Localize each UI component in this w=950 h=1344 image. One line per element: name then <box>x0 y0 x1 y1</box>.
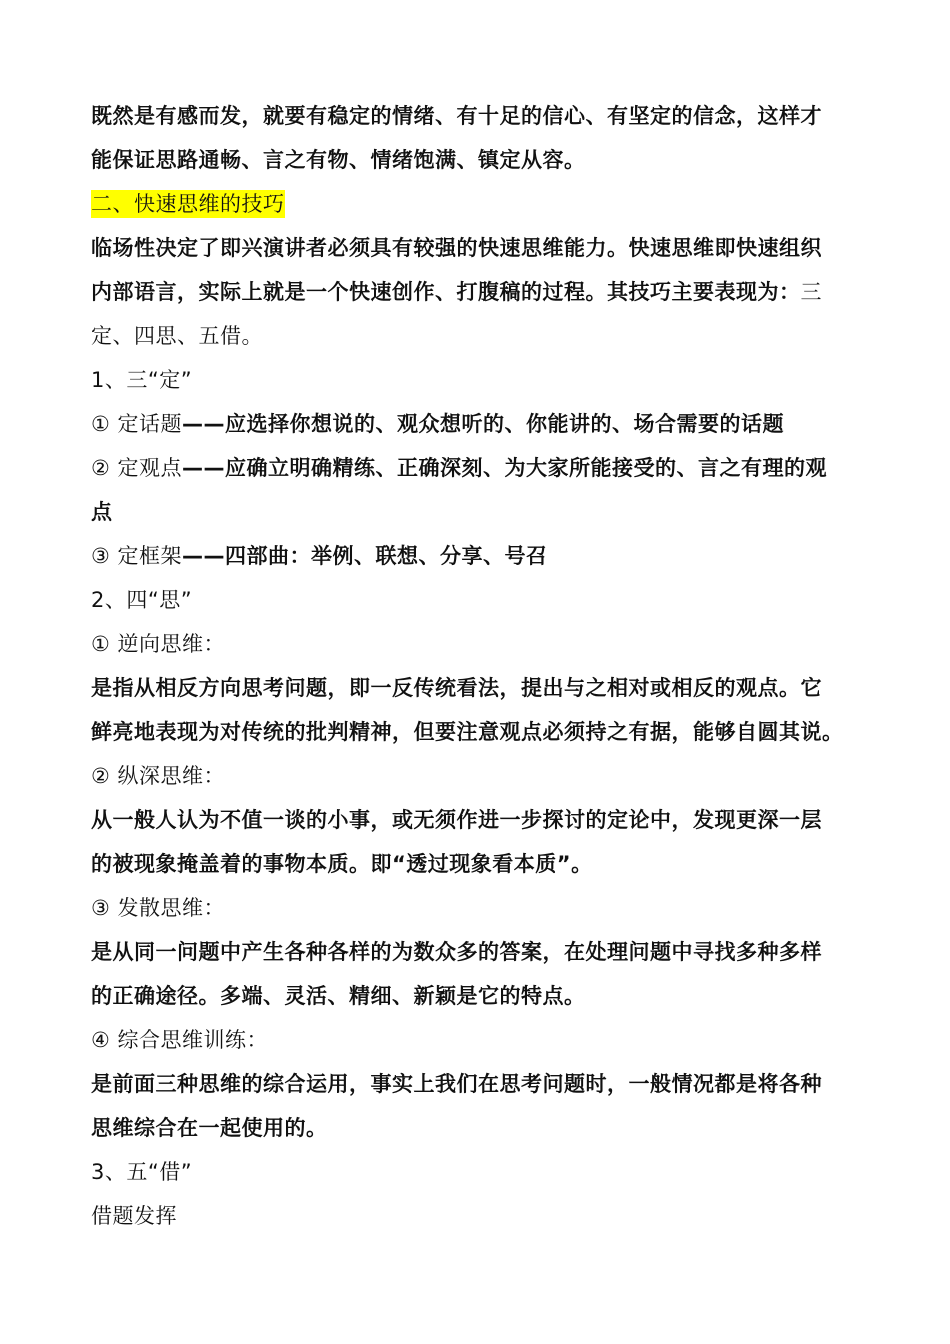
intro-line-1: 既然是有感而发，就要有稳定的情绪、有十足的信心、有坚定的信念，这样才 <box>91 104 822 128</box>
section-heading: 二、快速思维的技巧 <box>91 192 285 216</box>
section-intro-line-2-bold: 内部语言，实际上就是一个快速创作、打腹稿的过程。其技巧主要表现为： <box>91 280 801 304</box>
part2-item-4-line-2: 思维综合在一起使用的。 <box>91 1116 328 1140</box>
section-intro-line-1: 临场性决定了即兴演讲者必须具有较强的快速思维能力。快速思维即快速组织 <box>91 236 822 260</box>
section-intro-line-2 <box>91 270 871 314</box>
part2-item-4-line-1: 是前面三种思维的综合运用，事实上我们在思考问题时，一般情况都是将各种 <box>91 1072 822 1096</box>
part1-item-3 <box>91 534 871 578</box>
part2-item-3-label: ③ 发散思维： <box>91 896 226 920</box>
part1-item-2 <box>91 446 871 490</box>
document-body <box>91 94 871 1238</box>
section-intro-line-2-normal: 三 <box>800 280 822 304</box>
part1-heading: 1、三“定” <box>91 368 193 392</box>
part2-item-3-line-2: 的正确途径。多端、灵活、精细、新颖是它的特点。 <box>91 984 586 1008</box>
part2-item-1-line-2: 鲜亮地表现为对传统的批判精神，但要注意观点必须持之有据，能够自圆其说。 <box>91 720 844 744</box>
part3-item-1: 借题发挥 <box>91 1204 177 1228</box>
part2-item-2-line-1: 从一般人认为不值一谈的小事，或无须作进一步探讨的定论中，发现更深一层 <box>91 808 822 832</box>
part2-item-2-label: ② 纵深思维： <box>91 764 226 788</box>
part1-item-2-continued: 点 <box>91 500 113 524</box>
part1-item-2-label: ② 定观点 <box>91 456 183 480</box>
part1-item-3-label: ③ 定框架 <box>91 544 183 568</box>
part2-item-3-line-1: 是从同一问题中产生各种各样的为数众多的答案，在处理问题中寻找多种多样 <box>91 940 822 964</box>
part2-item-4-label: ④ 综合思维训练： <box>91 1028 269 1052</box>
part1-item-3-text: ——四部曲：举例、联想、分享、号召 <box>182 544 548 568</box>
part2-item-1-label: ① 逆向思维： <box>91 632 226 656</box>
part2-item-1-line-1: 是指从相反方向思考问题，即一反传统看法，提出与之相对或相反的观点。它 <box>91 676 822 700</box>
intro-line-2: 能保证思路通畅、言之有物、情绪饱满、镇定从容。 <box>91 148 586 172</box>
part1-item-2-text: ——应确立明确精练、正确深刻、为大家所能接受的、言之有理的观 <box>182 456 828 480</box>
section-intro-line-3: 定、四思、五借。 <box>91 324 263 348</box>
part3-heading: 3、五“借” <box>91 1160 193 1184</box>
part1-item-1-label: ① 定话题 <box>91 412 183 436</box>
part1-item-1-text: ——应选择你想说的、观众想听的、你能讲的、场合需要的话题 <box>182 412 785 436</box>
part2-item-2-line-2: 的被现象掩盖着的事物本质。即“透过现象看本质”。 <box>91 852 593 876</box>
part2-heading: 2、四“思” <box>91 588 193 612</box>
part1-item-1 <box>91 402 871 446</box>
